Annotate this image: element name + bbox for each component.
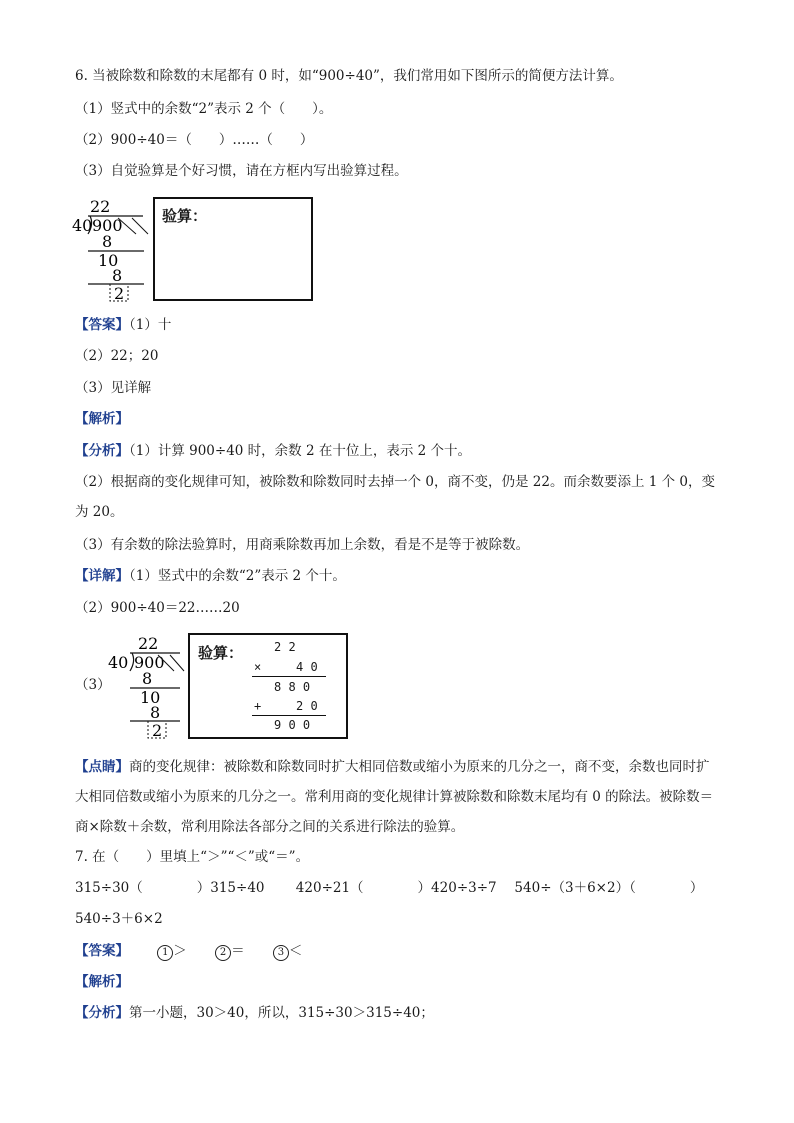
answer-num-2: 2 <box>215 945 231 961</box>
fenxi-2: （2）根据商的变化规律可知，被除数和除数同时去掉一个 0，商不变，仍是 22。而余数要添上 1 个 0，变为 20。 <box>75 474 715 520</box>
divisor-2: 40 <box>108 653 129 672</box>
answer-num-3: 3 <box>273 945 289 961</box>
verify-sum: 9 0 0 <box>274 718 311 732</box>
detail-tag: 【详解】 <box>75 568 129 584</box>
answer-3: （3）见详解 <box>75 380 152 396</box>
fenxi-tag: 【分析】 <box>75 443 129 459</box>
dividend-2: 900 <box>134 653 165 672</box>
dianjing-tag: 【点睛】 <box>75 759 129 775</box>
q7-items-2: 540÷3＋6×2 <box>75 911 163 927</box>
step3: 8 <box>112 266 123 285</box>
detail-1: （1）竖式中的余数“2”表示 2 个十。 <box>129 568 346 584</box>
dianjing-text: 商的变化规律：被除数和除数同时扩大相同倍数或缩小为原来的几分之一，商不变，余数也同时扩大相同倍数或缩小为原来的几分之一。常利用商的变化规律计算被除数和除数末尾均有 0 的除法。被除数＝商×除数＋余数，常利用除法各部分之间的关系进行除法的验算。 <box>75 759 714 835</box>
q7-fenxi-text: 第一小题，30＞40，所以，315÷30＞315÷40； <box>129 1005 434 1021</box>
remainder-2: 2 <box>152 721 163 739</box>
q6-dianjing <box>75 752 720 842</box>
q7-items-1: 315÷30（ ）315÷40 420÷21（ ）420÷3÷7 540÷（3＋6×2）（ ） <box>75 880 704 896</box>
q7-analysis-tag: 【解析】 <box>75 974 129 990</box>
verify-c: 2 0 <box>296 699 318 713</box>
q6-fenxi1 <box>75 441 471 461</box>
q6-detail1 <box>75 566 346 586</box>
q6-part3: （3）自觉验算是个好习惯，请在方框内写出验算过程。 <box>75 163 408 179</box>
q6-answer <box>75 315 171 335</box>
verify-rule-2 <box>252 715 326 716</box>
step2-2: 10 <box>140 688 161 707</box>
detail-3-label: （3） <box>75 677 111 693</box>
divisor: 40 <box>72 216 93 235</box>
verify-plus: + <box>254 699 262 713</box>
verify-a: 2 2 <box>274 640 296 654</box>
answer-sign-2: ＝ <box>231 943 245 959</box>
fenxi-1: （1）计算 900÷40 时，余数 2 在十位上，表示 2 个十。 <box>129 443 472 459</box>
verify-times: × <box>254 660 262 674</box>
verify-box-label: 验算： <box>162 207 208 225</box>
step3-2: 8 <box>150 703 161 722</box>
quotient: 22 <box>90 197 111 216</box>
answer-2: （2）22；20 <box>75 348 159 364</box>
q7-fenxi-tag: 【分析】 <box>75 1005 129 1021</box>
answer-tag: 【答案】 <box>75 317 129 333</box>
q6-part2: （2）900÷40＝（ ）……（ ） <box>75 132 314 148</box>
long-division-figure <box>68 196 150 302</box>
answer-sign-1: ＞ <box>173 943 187 959</box>
verify-b: 4 0 <box>296 660 318 674</box>
quotient-2: 22 <box>138 634 159 653</box>
q7-answer-tag: 【答案】 <box>75 943 129 959</box>
q6-part1: （1）竖式中的余数“2”表示 2 个（ ）。 <box>75 101 333 117</box>
step1: 8 <box>102 232 113 251</box>
verify-box-label-2: 验算： <box>198 644 244 662</box>
answer-sign-3: ＜ <box>288 943 303 959</box>
q7-answer <box>75 941 302 961</box>
fenxi-3: （3）有余数的除法验算时，用商乘除数再加上余数，看是不是等于被除数。 <box>75 537 530 553</box>
verify-rule-1 <box>252 676 326 677</box>
analysis-tag: 【解析】 <box>75 411 129 427</box>
dividend: 900 <box>92 216 123 235</box>
answer-num-1: 1 <box>157 945 173 961</box>
detail-2: （2）900÷40＝22……20 <box>75 600 240 616</box>
q6-stem: 6. 当被除数和除数的末尾都有 0 时，如“900÷40”，我们常用如下图所示的简便方法计算。 <box>75 68 623 84</box>
q7-stem: 7. 在（ ）里填上“＞”“＜”或“＝”。 <box>75 849 310 865</box>
answer-1: （1）十 <box>129 317 172 333</box>
step2: 10 <box>98 251 119 270</box>
step1-2: 8 <box>142 669 153 688</box>
long-division-figure-2 <box>104 633 186 739</box>
remainder: 2 <box>114 284 125 302</box>
verify-p: 8 8 0 <box>274 680 311 694</box>
q7-fenxi <box>75 1003 434 1023</box>
